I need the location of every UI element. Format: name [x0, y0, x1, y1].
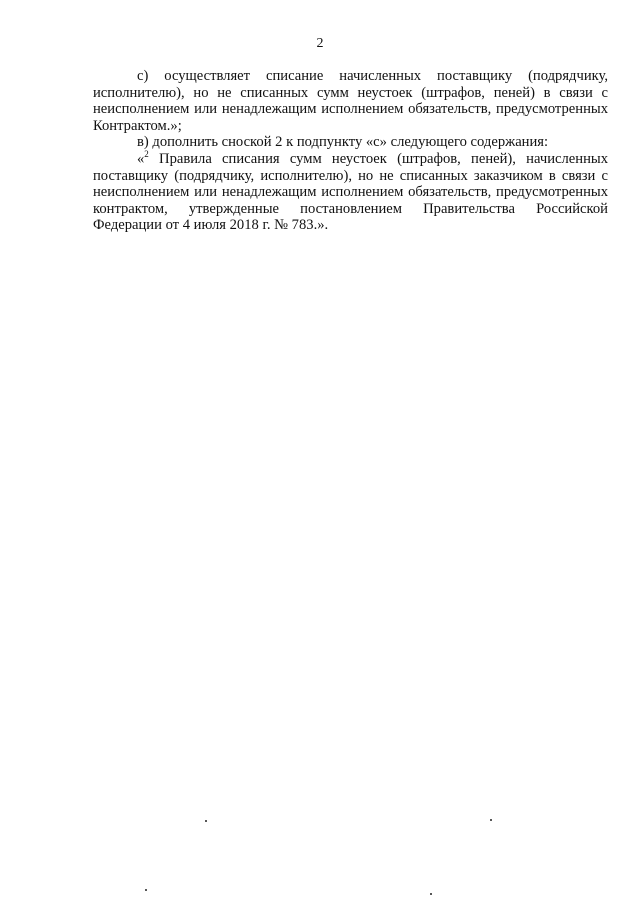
footnote-open-quote: «: [137, 150, 145, 167]
paragraph-subpoint-c: с) осуществляет списание начисленных поставщику (подрядчику, исполнителю), но не списанных сумм неустоек (штрафов, пеней) в связи с неисполнением или ненадлежащим исполнением обязательств, предусмотренных Контрактом.»;: [93, 68, 608, 134]
document-body: [93, 68, 608, 234]
paragraph-subpoint-v: в) дополнить сноской 2 к подпункту «с» следующего содержания:: [137, 134, 549, 151]
scan-speck: [145, 889, 147, 891]
scan-speck: [430, 893, 432, 895]
footnote-marker: 2: [144, 149, 149, 160]
footnote-paragraph: [93, 151, 608, 234]
footnote-text: Правила списания сумм неустоек (штрафов, пеней), начисленных поставщику (подрядчику, исполнителю), но не списанных заказчиком в связи с неисполнением или ненадлежащим исполнением обязательств, предусмотренных контрактом, утвержденные постановлением Правительства Российской Федерации от 4 июля 2018 г. № 783.».: [93, 150, 608, 234]
scan-speck: [205, 820, 207, 822]
scan-speck: [490, 819, 492, 821]
page-number: 2: [316, 36, 324, 51]
